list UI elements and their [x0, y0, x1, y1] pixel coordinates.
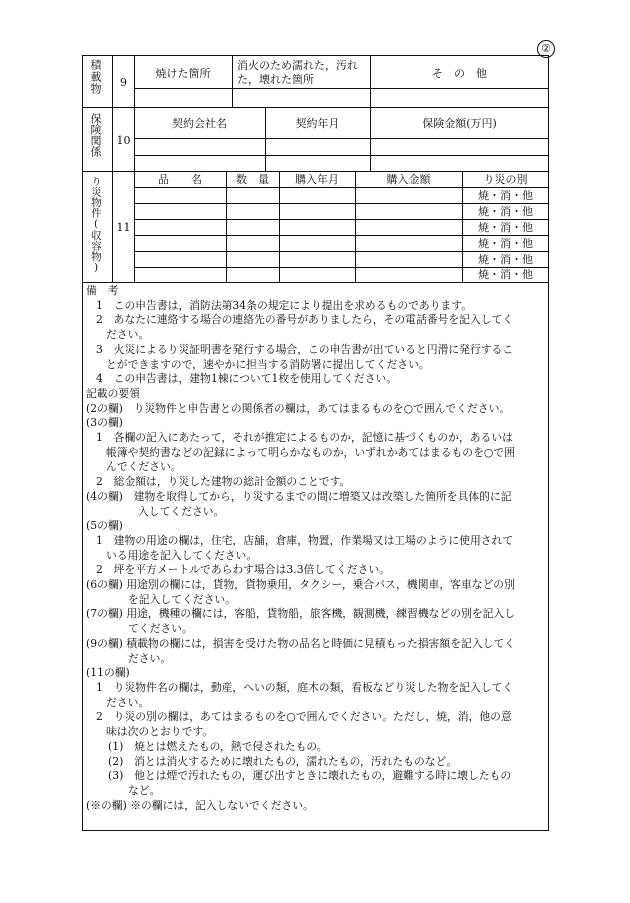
instruction-line: いる用途を記入してください。	[106, 548, 258, 562]
rule-section-9-bottom	[82, 107, 549, 108]
instruction-line: (4の欄) 建物を取得してから，り災するまでの間に増築又は改築した箇所を具体的に記	[86, 489, 512, 503]
damage-type-option: 焼・消・他	[478, 205, 533, 218]
notes-section	[86, 284, 548, 813]
rule-section-11-bottom	[82, 282, 549, 283]
damaged-property-label: り災物件(収容物)	[90, 176, 102, 274]
instruction-line: 1 各欄の記入にあたって，それが推定によるものか，記憶に基づくものか，あるいは	[96, 431, 513, 445]
cargo-header-burned: 焼けた箇所	[155, 67, 211, 80]
remarks-title: 備 考	[86, 284, 119, 297]
remarks-line: とができますので，速やかに担当する消防署に提出してください。	[106, 357, 430, 371]
instruction-line: (1) 焼とは燃えたもの，熱で侵されたもの。	[108, 739, 328, 753]
instructions-title: 記載の要領	[86, 386, 140, 400]
damaged-header-purchase-amount: 購入金額	[386, 173, 431, 186]
rule-col-11-1	[226, 171, 227, 282]
insurance-header-date: 契約年月	[295, 117, 340, 130]
insurance-row-no: 10	[116, 134, 131, 147]
cargo-header-wet-2: た，壊れた箇所	[237, 73, 314, 86]
rule-section-10-bottom	[82, 171, 549, 172]
instruction-line: んでください。	[106, 460, 182, 474]
rule-row-11-4	[134, 251, 549, 252]
page-number: ②	[537, 40, 555, 58]
remarks-line: 3 火災によるり災証明書を発行する場合，この申告書が出ていると円滑に発行するこ	[96, 342, 514, 356]
damaged-header-purchase-date: 購入年月	[295, 173, 339, 186]
insurance-header-amount: 保険金額(万円)	[422, 117, 497, 130]
rule-row-11-header	[134, 187, 549, 188]
instruction-line: 1 り災物件名の欄は，動産，へいの類，庭木の類，看板などり災した物を記入してく	[96, 680, 514, 694]
rule-label-column	[112, 55, 113, 282]
rule-col-11-3	[355, 171, 356, 282]
damaged-header-damage-type: り災の別	[483, 173, 528, 186]
damage-type-option: 焼・消・他	[478, 221, 533, 234]
rule-row-11-1	[134, 203, 549, 204]
remarks-line: ださい。	[106, 328, 150, 342]
cargo-header-other: そ の 他	[432, 67, 487, 80]
cargo-row-no: 9	[120, 76, 127, 89]
remarks-line: 2 あなたに連絡する場合の連絡先の番号がありましたら，その電話番号を記入してく	[96, 313, 514, 327]
remarks-line: 1 この申告書は，消防法第34条の規定により提出を求めるものであります。	[96, 298, 473, 312]
instruction-line: ださい。	[106, 695, 150, 709]
instruction-line: 帳簿や契約書などの記録によって明らかなものか，いずれかあてはまるものを○で囲	[106, 445, 515, 459]
damage-type-option: 焼・消・他	[478, 253, 533, 266]
instruction-line: (3) 他とは煙で汚れたもの，運び出すときに壊れたもの，避難する時に壊したもの	[108, 769, 512, 783]
instruction-line: を記入してください。	[128, 592, 236, 606]
rule-row-10a	[134, 138, 549, 139]
instruction-line: (※の欄) ※の欄には，記入しないでください。	[86, 798, 314, 812]
instruction-line: (9の欄) 積載物の欄には，損害を受けた物の品名と時価に見積もった損害額を記入してく	[86, 636, 516, 650]
instruction-line: 2 総金額は，り災した建物の総計金額のことです。	[96, 475, 351, 489]
damage-type-option: 焼・消・他	[478, 268, 533, 281]
damage-type-option: 焼・消・他	[478, 189, 533, 202]
damaged-row-no: 11	[116, 221, 131, 234]
damage-type-option: 焼・消・他	[478, 237, 533, 250]
damaged-header-quantity: 数 量	[236, 173, 269, 186]
instruction-line: (2) 消とは消火するために壊れたもの，濡れたもの，汚れたものなど。	[108, 754, 458, 768]
instruction-line: 2 り災の別の欄は，あてはまるものを○で囲んでください。ただし，焼，消，他の意	[96, 710, 512, 724]
instruction-line: など。	[128, 783, 161, 797]
insurance-label: 保険関係	[89, 113, 102, 157]
rule-number-column	[134, 55, 135, 282]
instruction-line: 2 坪を平方メートルであらわす場合は3.3倍してください。	[96, 563, 390, 577]
instruction-line: てください。	[128, 622, 193, 636]
instruction-line: (2の欄) り災物件と申告書との関係者の欄は，あてはまるものを○で囲んでください。	[86, 401, 511, 415]
instruction-line: (7の欄) 用途，機種の欄には，客船，貨物船，旅客機，観測機，練習機などの別を記入し	[86, 607, 516, 621]
remarks-line: 4 この申告書は，建物1棟について1枚を使用してください。	[96, 372, 398, 386]
rule-row-11-2	[134, 219, 549, 220]
cargo-header-wet-1: 消火のため濡れた，汚れ	[237, 59, 358, 72]
instruction-line: 味は次のとおりです。	[106, 725, 214, 739]
instruction-line: (5の欄)	[86, 519, 123, 533]
rule-col-11-2	[279, 171, 280, 282]
insurance-header-company: 契約会社名	[172, 117, 227, 130]
rule-row-9a	[134, 88, 549, 89]
instruction-line: ださい。	[128, 651, 172, 665]
instruction-line: (11の欄)	[86, 666, 130, 680]
rule-col-9-2	[370, 55, 371, 107]
instruction-line: (6の欄) 用途別の欄には，貨物，貨物乗用，タクシー，乗合バス，機関車，客車などの別	[86, 578, 515, 592]
rule-row-11-3	[134, 235, 549, 236]
cargo-label: 積載物	[89, 59, 102, 95]
instruction-line: (3の欄)	[86, 416, 123, 430]
damaged-header-item: 品 名	[158, 173, 202, 186]
instruction-line: 入してください。	[138, 504, 225, 518]
rule-row-10b	[134, 155, 549, 156]
instruction-line: 1 建物の用途の欄は，住宅，店舗，倉庫，物置，作業場又は工場のように使用されて	[96, 533, 514, 547]
rule-col-9-1	[232, 55, 233, 107]
